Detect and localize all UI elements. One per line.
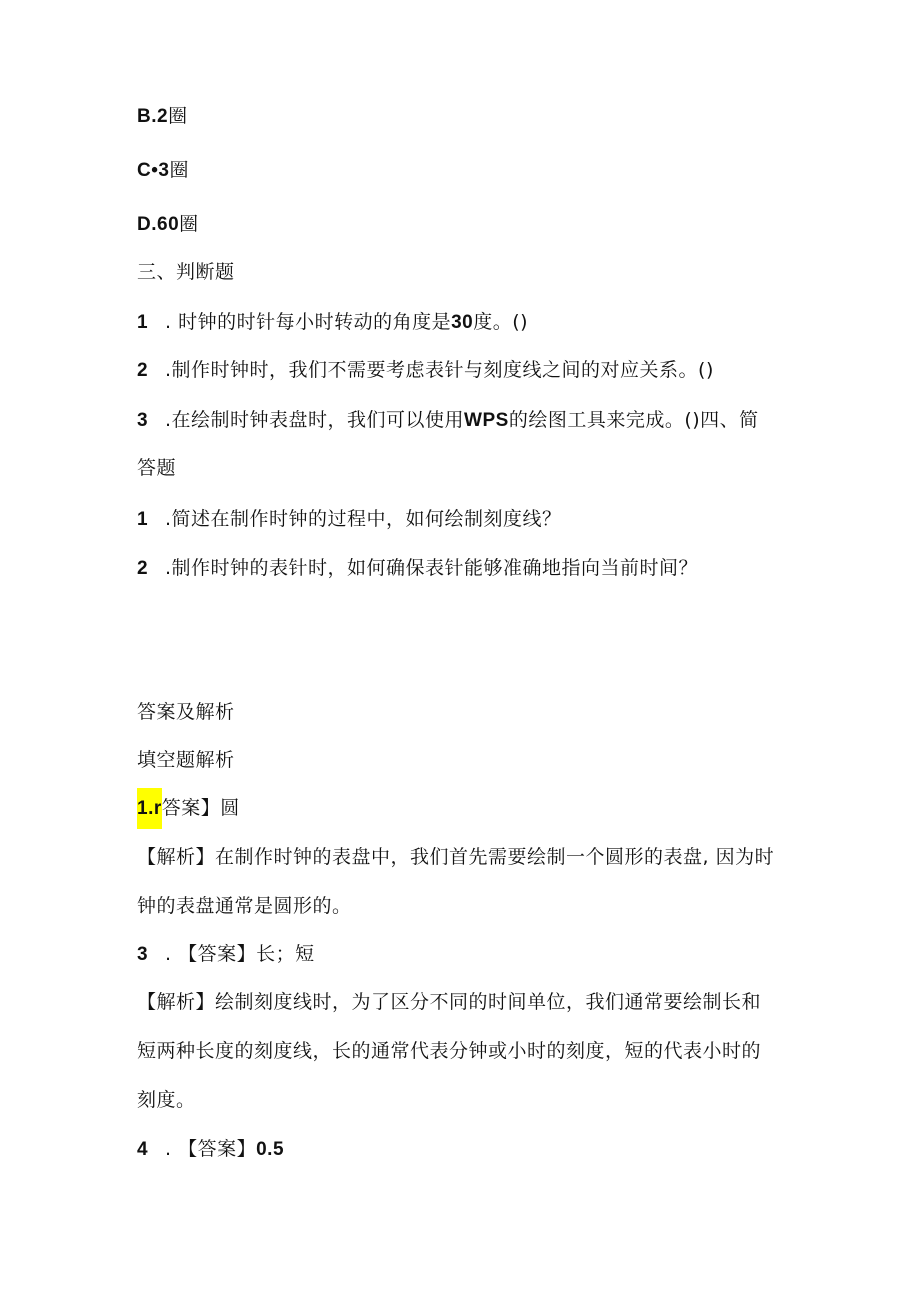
- judgement-item: 1 . 时钟的时针每小时转动的角度是30度。(): [137, 311, 529, 333]
- answer-item: 1.r答案】圆: [137, 796, 240, 821]
- section-heading-judgement: 三、判断题: [137, 261, 235, 283]
- judgement-item: 3 .在绘制时钟表盘时，我们可以使用WPS的绘图工具来完成。()四、简: [137, 409, 759, 431]
- option-b: B.2圈: [137, 105, 188, 127]
- answer-item: 4 . 【答案】0.5: [137, 1138, 285, 1160]
- option-d: D.60圈: [137, 213, 199, 235]
- judgement-item: 2 .制作时钟时，我们不需要考虑表针与刻度线之间的对应关系。(): [137, 359, 714, 381]
- highlight-mark: 1.r: [137, 788, 162, 829]
- fill-blank-title: 填空题解析: [137, 749, 235, 771]
- analysis-line: 钟的表盘通常是圆形的。: [137, 895, 352, 917]
- section-heading-short-answer: 答题: [137, 457, 177, 479]
- option-c: C•3圈: [137, 159, 189, 181]
- short-answer-item: 2 .制作时钟的表针时，如何确保表针能够准确地指向当前时间？: [137, 557, 699, 579]
- analysis-line: 刻度。: [137, 1089, 196, 1111]
- answers-title: 答案及解析: [137, 701, 235, 723]
- answer-item: 3 . 【答案】长；短: [137, 943, 315, 965]
- analysis-line: 短两种长度的刻度线，长的通常代表分钟或小时的刻度，短的代表小时的: [137, 1040, 762, 1062]
- short-answer-item: 1 .简述在制作时钟的过程中，如何绘制刻度线？: [137, 508, 562, 530]
- analysis-line: 【解析】绘制刻度线时，为了区分不同的时间单位，我们通常要绘制长和: [137, 991, 762, 1013]
- analysis-line: 【解析】在制作时钟的表盘中，我们首先需要绘制一个圆形的表盘, 因为时: [137, 846, 775, 868]
